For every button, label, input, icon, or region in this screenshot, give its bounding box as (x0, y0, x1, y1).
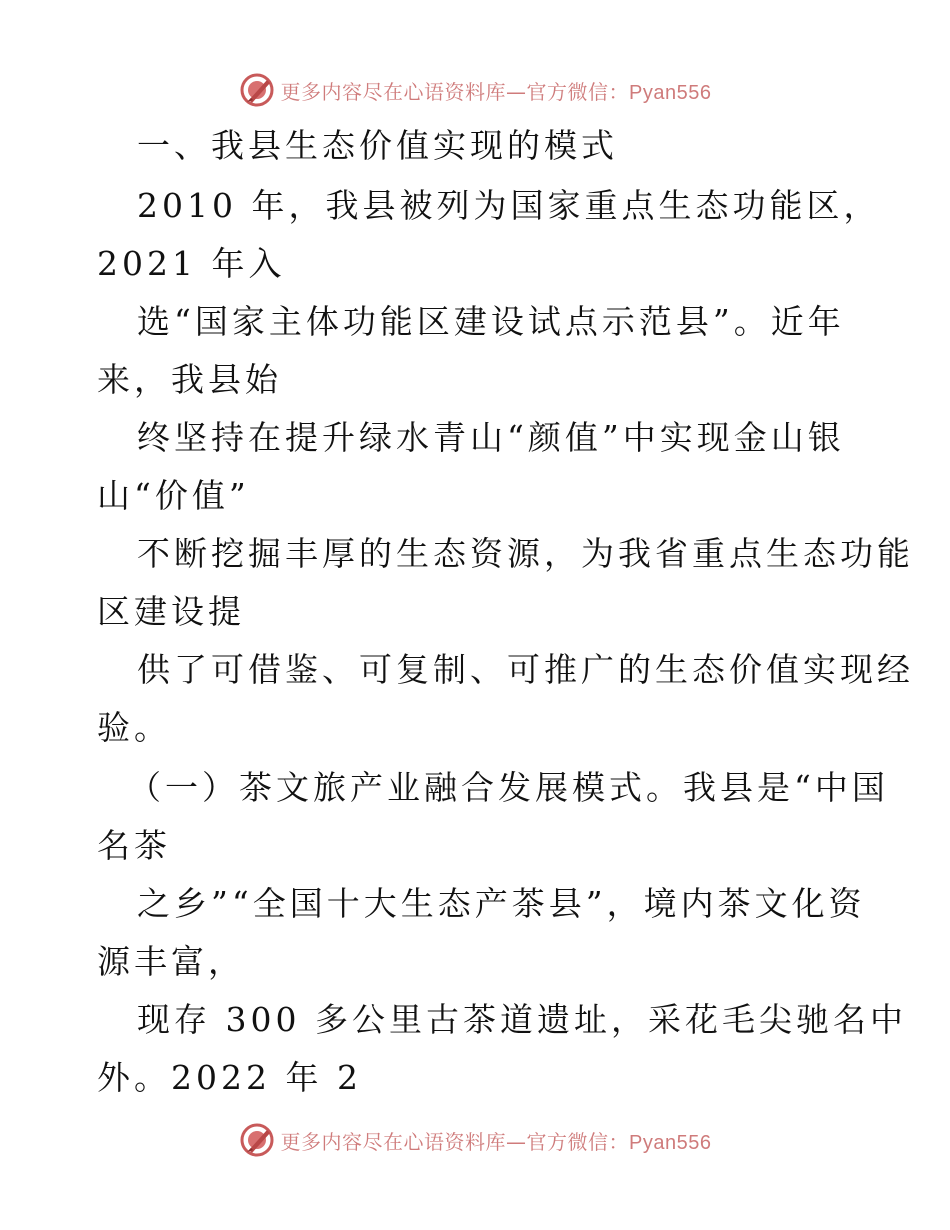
watermark-handle: Pyan556 (629, 1131, 712, 1154)
watermark-text: 更多内容尽在心语资料库—官方微信：Pyan556 (280, 1129, 712, 1154)
pen-seal-logo-icon (239, 72, 275, 108)
text-line: 选“国家主体功能区建设试点示范县”。近年 (137, 302, 845, 341)
text-line: 验。 (97, 708, 171, 747)
text-line: 源丰富， (97, 942, 245, 981)
text-line: 区建设提 (97, 592, 245, 631)
text-line: 之乡”“全国十大生态产茶县”，境内茶文化资 (137, 884, 866, 923)
header-watermark (0, 70, 950, 110)
text-line: 来，我县始 (97, 360, 282, 399)
section-heading: 一、我县生态价值实现的模式 (137, 126, 618, 165)
text-line: 山“价值” (97, 476, 250, 515)
text-line: 终坚持在提升绿水青山“颜值”中实现金山银 (137, 418, 845, 457)
text-line: 2021 年入 (97, 244, 286, 283)
text-line: 不断挖掘丰厚的生态资源，为我省重点生态功能 (137, 534, 914, 573)
text-line: 2010 年，我县被列为国家重点生态功能区， (137, 186, 881, 225)
subsection-heading: （一）茶文旅产业融合发展模式。我县是“中国 (128, 768, 889, 807)
watermark-text: 更多内容尽在心语资料库—官方微信：Pyan556 (280, 79, 712, 104)
text-line: 现存 300 多公里古茶道遗址，采花毛尖驰名中 (137, 1000, 907, 1039)
text-line: 外。2022 年 2 (97, 1058, 362, 1097)
text-line: 供了可借鉴、可复制、可推广的生态价值实现经 (137, 650, 914, 689)
watermark-handle: Pyan556 (629, 81, 712, 104)
text-line: 名茶 (97, 826, 171, 865)
footer-watermark (0, 1120, 950, 1160)
pen-seal-logo-icon (239, 1122, 275, 1158)
